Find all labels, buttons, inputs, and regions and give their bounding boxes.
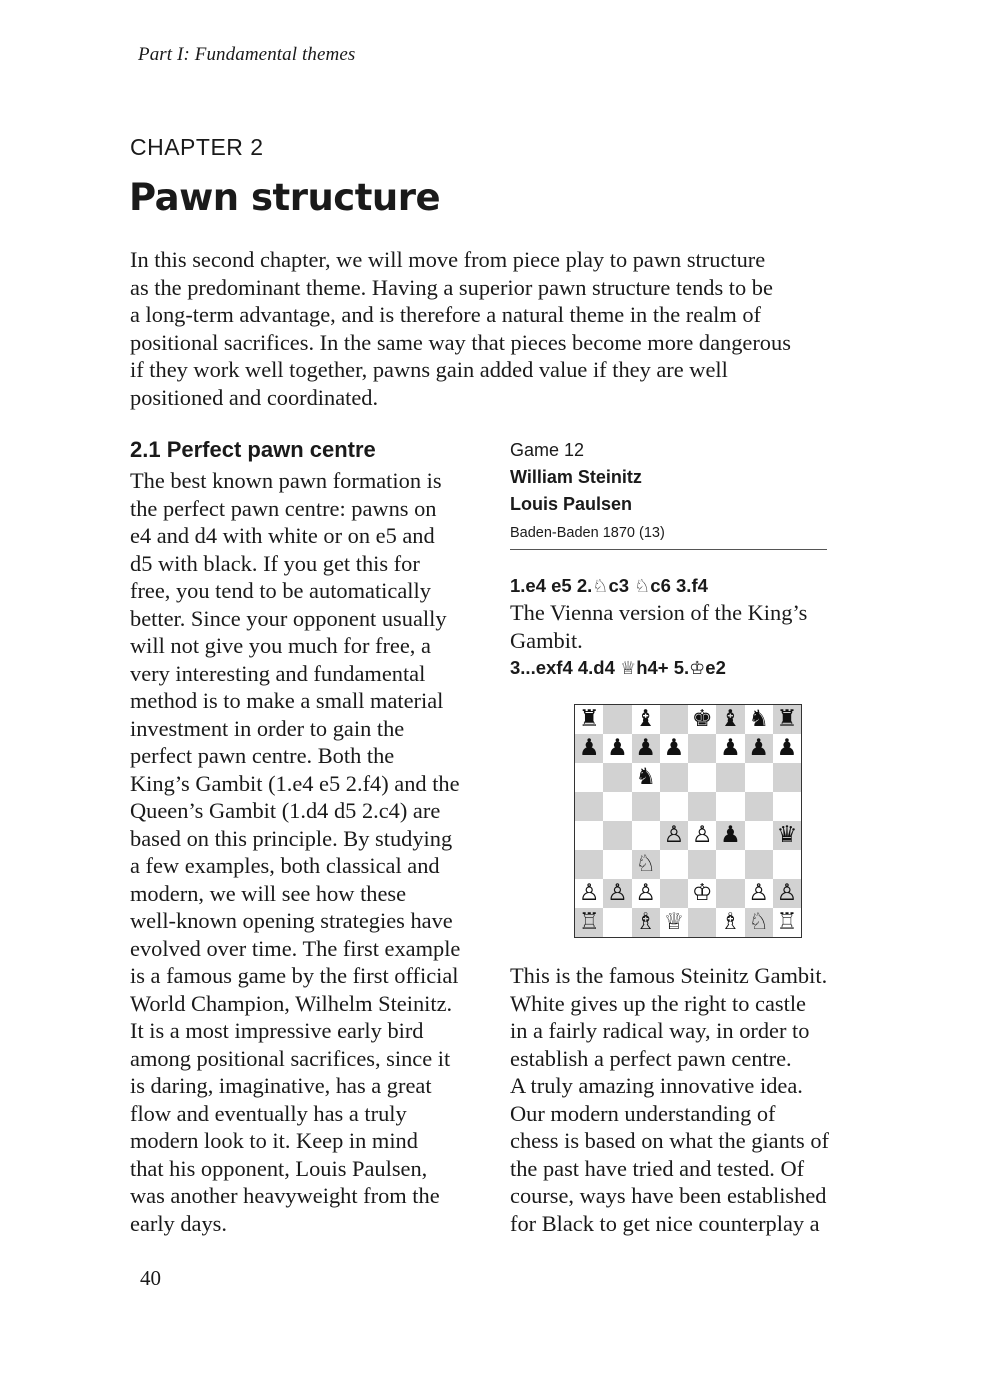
body-line: that his opponent, Louis Paulsen, bbox=[130, 1155, 428, 1181]
running-head: Part I: Fundamental themes bbox=[138, 44, 356, 65]
game-number: Game 12 bbox=[510, 440, 585, 460]
square-b3 bbox=[603, 850, 631, 879]
black-player: Louis Paulsen bbox=[510, 494, 633, 514]
knight-icon: ♘ bbox=[634, 576, 651, 597]
square-f6 bbox=[716, 763, 744, 792]
chapter-label: CHAPTER 2 bbox=[130, 134, 264, 160]
body-line: very interesting and fundamental bbox=[130, 660, 426, 686]
intro-line: positioned and coordinated. bbox=[130, 384, 379, 410]
square-a4 bbox=[575, 821, 603, 850]
body-line: modern, we will see how these bbox=[130, 880, 407, 906]
square-f7: ♟ bbox=[716, 734, 744, 763]
game-header bbox=[510, 440, 865, 681]
square-g5 bbox=[745, 792, 773, 821]
square-f4: ♟ bbox=[716, 821, 744, 850]
square-d8 bbox=[660, 705, 688, 734]
body-line: d5 with black. If you get this for bbox=[130, 550, 420, 576]
knight-icon: ♘ bbox=[592, 576, 609, 597]
chess-diagram bbox=[574, 704, 802, 938]
body-line: better. Since your opponent usually bbox=[130, 605, 447, 631]
intro-line: if they work well together, pawns gain added value if they are well bbox=[130, 357, 728, 382]
square-d5 bbox=[660, 792, 688, 821]
body-line: perfect pawn centre. Both the bbox=[130, 743, 395, 768]
body-line: flow and eventually has a truly bbox=[130, 1100, 407, 1126]
square-d3 bbox=[660, 850, 688, 879]
square-h8: ♜ bbox=[773, 705, 801, 734]
square-b6 bbox=[603, 763, 631, 792]
continuation-line: the past have tried and tested. Of bbox=[510, 1155, 805, 1181]
square-a8: ♜ bbox=[575, 705, 603, 734]
comment-line: Gambit. bbox=[510, 627, 583, 653]
chapter-title: Pawn structure bbox=[129, 176, 441, 219]
square-h4: ♛ bbox=[773, 821, 801, 850]
body-line: King’s Gambit (1.e4 e5 2.f4) and the bbox=[130, 770, 460, 796]
king-icon: ♔ bbox=[689, 658, 706, 679]
body-line: based on this principle. By studying bbox=[130, 825, 453, 851]
square-g2: ♙ bbox=[745, 879, 773, 908]
square-c4 bbox=[632, 821, 660, 850]
continuation-line: course, ways have been established bbox=[510, 1183, 827, 1208]
move-text: 1.e4 e5 2. bbox=[510, 575, 593, 596]
square-d2 bbox=[660, 879, 688, 908]
square-c1: ♗ bbox=[632, 908, 660, 937]
square-b7: ♟ bbox=[603, 734, 631, 763]
square-b5 bbox=[603, 792, 631, 821]
square-f3 bbox=[716, 850, 744, 879]
square-g8: ♞ bbox=[745, 705, 773, 734]
body-line: It is a most impressive early bird bbox=[130, 1018, 424, 1043]
header-rule bbox=[510, 549, 827, 550]
body-line: a few examples, both classical and bbox=[130, 853, 440, 878]
square-e8: ♚ bbox=[688, 705, 716, 734]
square-f8: ♝ bbox=[716, 705, 744, 734]
square-g6 bbox=[745, 763, 773, 792]
square-c5 bbox=[632, 792, 660, 821]
square-d1: ♕ bbox=[660, 908, 688, 937]
body-line: was another heavyweight from the bbox=[130, 1183, 440, 1208]
body-line: well-known opening strategies have bbox=[130, 908, 453, 933]
continuation-line: This is the famous Steinitz Gambit. bbox=[510, 963, 828, 988]
square-g3 bbox=[745, 850, 773, 879]
square-g4 bbox=[745, 821, 773, 850]
continuation-paragraph bbox=[510, 962, 870, 1237]
square-d4: ♙ bbox=[660, 821, 688, 850]
square-c3: ♘ bbox=[632, 850, 660, 879]
body-line: among positional sacrifices, since it bbox=[130, 1045, 451, 1071]
body-line: is daring, imaginative, has a great bbox=[130, 1073, 432, 1098]
square-a5 bbox=[575, 792, 603, 821]
square-b1 bbox=[603, 908, 631, 937]
square-e7 bbox=[688, 734, 716, 763]
square-f5 bbox=[716, 792, 744, 821]
square-e2: ♔ bbox=[688, 879, 716, 908]
section-heading: 2.1 Perfect pawn centre bbox=[130, 437, 376, 462]
square-b2: ♙ bbox=[603, 879, 631, 908]
body-line: The best known pawn formation is bbox=[130, 468, 442, 493]
square-a3 bbox=[575, 850, 603, 879]
body-line: early days. bbox=[130, 1210, 227, 1236]
intro-line: as the predominant theme. Having a superior pawn structure tends to be bbox=[130, 274, 773, 300]
queen-icon: ♕ bbox=[620, 658, 637, 679]
intro-line: positional sacrifices. In the same way that pieces become more dangerous bbox=[130, 329, 791, 355]
intro-line: a long-term advantage, and is therefore a natural theme in the realm of bbox=[130, 302, 762, 327]
continuation-line: White gives up the right to castle bbox=[510, 990, 806, 1016]
square-a1: ♖ bbox=[575, 908, 603, 937]
square-e1 bbox=[688, 908, 716, 937]
section-body bbox=[130, 467, 492, 1237]
square-e5 bbox=[688, 792, 716, 821]
page-number: 40 bbox=[140, 1266, 161, 1290]
square-f2 bbox=[716, 879, 744, 908]
square-e4: ♙ bbox=[688, 821, 716, 850]
move-comment bbox=[510, 599, 865, 654]
body-line: modern look to it. Keep in mind bbox=[130, 1128, 418, 1153]
move-text: c3 bbox=[608, 575, 635, 596]
square-g1: ♘ bbox=[745, 908, 773, 937]
move-text: e2 bbox=[705, 657, 726, 678]
body-line: the perfect pawn centre: pawns on bbox=[130, 495, 437, 521]
square-h5 bbox=[773, 792, 801, 821]
body-line: is a famous game by the first official bbox=[130, 963, 459, 988]
continuation-text bbox=[510, 962, 870, 1237]
body-line: will not give you much for free, a bbox=[130, 633, 431, 658]
square-c8: ♝ bbox=[632, 705, 660, 734]
move-text: h4+ 5. bbox=[636, 657, 690, 678]
square-e3 bbox=[688, 850, 716, 879]
square-f1: ♗ bbox=[716, 908, 744, 937]
square-h6 bbox=[773, 763, 801, 792]
body-line: method is to make a small material bbox=[130, 688, 444, 713]
body-line: free, you tend to be automatically bbox=[130, 578, 431, 603]
move-line-1 bbox=[510, 572, 865, 599]
square-b4 bbox=[603, 821, 631, 850]
square-g7: ♟ bbox=[745, 734, 773, 763]
square-h1: ♖ bbox=[773, 908, 801, 937]
white-player: William Steinitz bbox=[510, 467, 642, 487]
square-c2: ♙ bbox=[632, 879, 660, 908]
continuation-line: Our modern understanding of bbox=[510, 1100, 776, 1126]
intro-line: In this second chapter, we will move from piece play to pawn structure bbox=[130, 247, 766, 272]
body-line: Queen’s Gambit (1.d4 d5 2.c4) are bbox=[130, 798, 441, 823]
body-line: evolved over time. The first example bbox=[130, 935, 461, 961]
square-e6 bbox=[688, 763, 716, 792]
move-line-2 bbox=[510, 654, 865, 681]
intro-paragraph bbox=[130, 246, 865, 411]
square-a7: ♟ bbox=[575, 734, 603, 763]
move-text: 3...exf4 4.d4 bbox=[510, 657, 621, 678]
comment-line: The Vienna version of the King’s bbox=[510, 600, 808, 625]
continuation-line: A truly amazing innovative idea. bbox=[510, 1073, 803, 1098]
square-h2: ♙ bbox=[773, 879, 801, 908]
continuation-line: in a fairly radical way, in order to bbox=[510, 1018, 810, 1043]
continuation-line: for Black to get nice counterplay a bbox=[510, 1210, 820, 1236]
game-event: Baden-Baden 1870 (13) bbox=[510, 525, 665, 541]
body-line: World Champion, Wilhelm Steinitz. bbox=[130, 990, 453, 1016]
square-c6: ♞ bbox=[632, 763, 660, 792]
square-a2: ♙ bbox=[575, 879, 603, 908]
continuation-line: establish a perfect pawn centre. bbox=[510, 1045, 792, 1071]
square-c7: ♟ bbox=[632, 734, 660, 763]
square-d6 bbox=[660, 763, 688, 792]
square-a6 bbox=[575, 763, 603, 792]
move-text: c6 3.f4 bbox=[650, 575, 708, 596]
continuation-line: chess is based on what the giants of bbox=[510, 1128, 830, 1153]
square-h3 bbox=[773, 850, 801, 879]
body-line: e4 and d4 with white or on e5 and bbox=[130, 523, 435, 548]
square-b8 bbox=[603, 705, 631, 734]
square-d7: ♟ bbox=[660, 734, 688, 763]
square-h7: ♟ bbox=[773, 734, 801, 763]
body-line: investment in order to gain the bbox=[130, 715, 405, 741]
left-column bbox=[130, 437, 492, 1237]
